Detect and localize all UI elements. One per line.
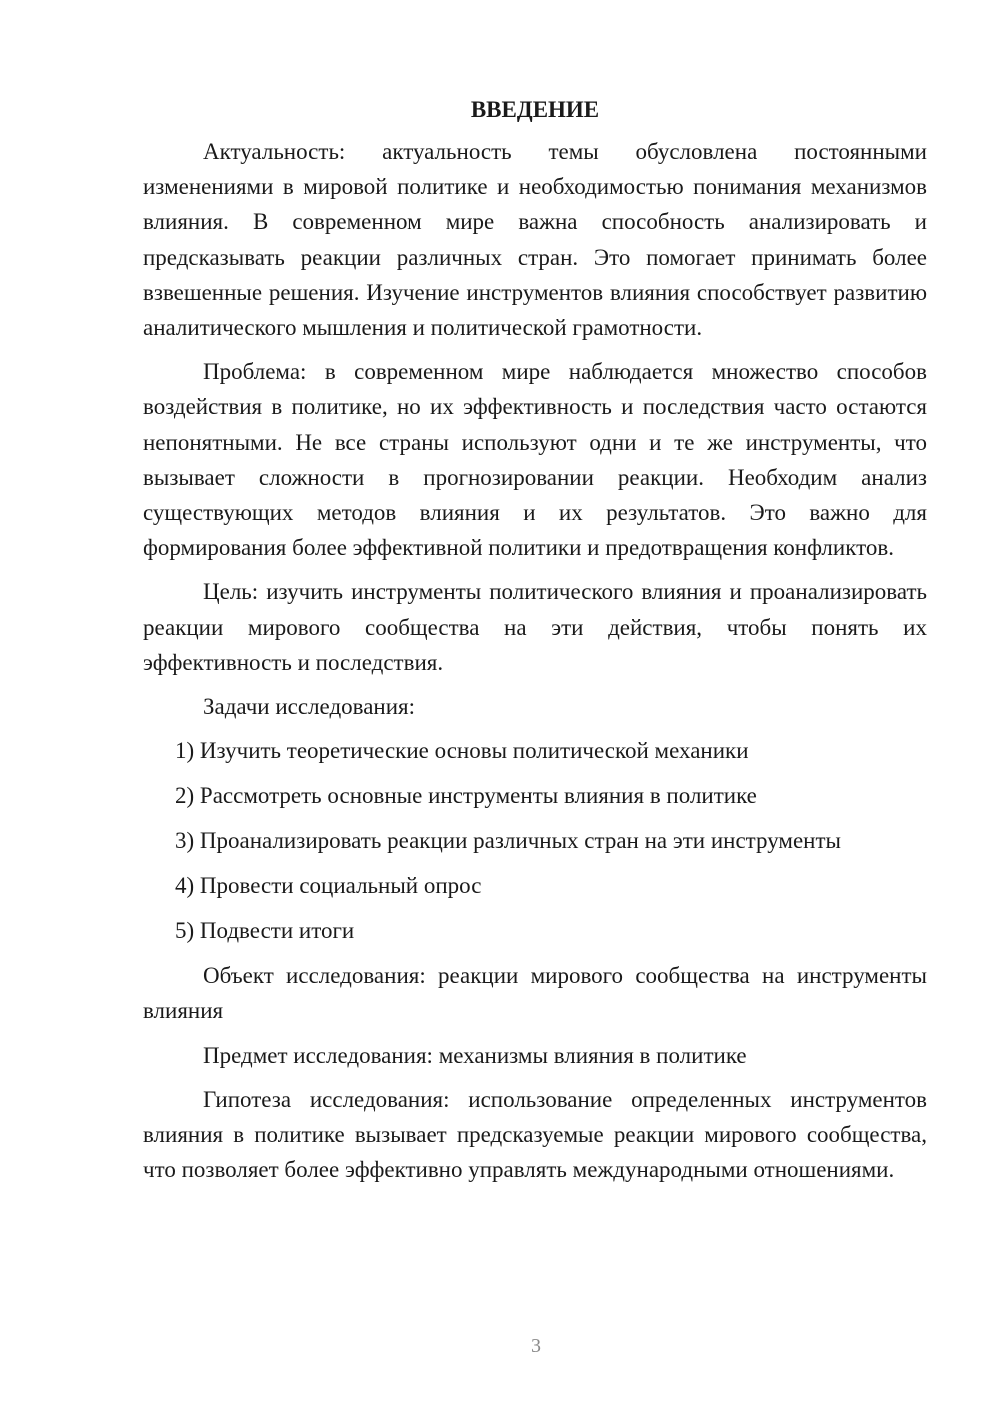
page-title: ВВЕДЕНИЕ [470, 97, 600, 122]
list-item: 1) Изучить теоретические основы политической механики [175, 738, 749, 764]
paragraph-hypothesis: Гипотеза исследования: использование определенных инструментов влияния в политике вызывает предсказуемые реакции мирового сообщества, что позволяет более эффективно управлять международными отношениями. [143, 1086, 927, 1183]
paragraph-object: Объект исследования: реакции мирового сообщества на инструменты влияния [143, 963, 927, 1024]
page-number: 3 [531, 1335, 541, 1357]
list-item: 4) Провести социальный опрос [175, 873, 482, 899]
paragraph-problem: Проблема: в современном мире наблюдается множество способов воздействия в политике, но их эффективность и последствия часто остаются непонятными. Не все страны используют одни и те же инструменты, что вызывает сложности в прогнозировании реакции. Необходим анализ существующих методов влияния и их результатов. Это важно для формирования более эффективной политики и предотвращения конфликтов. [143, 359, 927, 561]
tasks-list [143, 733, 927, 948]
list-item: 5) Подвести итоги [175, 918, 355, 944]
page-content [143, 95, 927, 1196]
paragraph-relevance: Актуальность: актуальность темы обусловлена постоянными изменениями в мировой политике и необходимостью понимания механизмов влияния. В современном мире важна способность анализировать и предсказывать реакции различных стран. Это помогает принимать более взвешенные решения. Изучение инструментов влияния способствует развитию аналитического мышления и политической грамотности. [143, 139, 927, 341]
list-item: 2) Рассмотреть основные инструменты влияния в политике [175, 783, 757, 809]
paragraph-tasks-heading: Задачи исследования: [203, 694, 416, 720]
paragraph-goal: Цель: изучить инструменты политического влияния и проанализировать реакции мирового сообщества на эти действия, чтобы понять их эффективность и последствия. [143, 579, 927, 675]
paragraph-subject: Предмет исследования: механизмы влияния в политике [203, 1042, 747, 1068]
list-item: 3) Проанализировать реакции различных стран на эти инструменты [175, 828, 841, 854]
